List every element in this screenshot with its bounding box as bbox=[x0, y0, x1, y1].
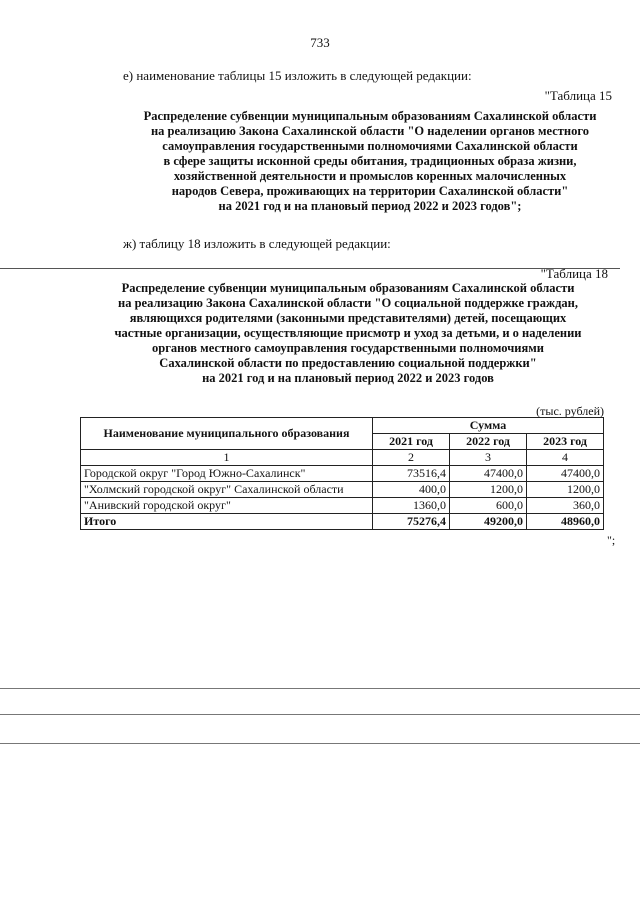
table-18-title-line: являющихся родителями (законными представителями) детей, посещающих bbox=[129, 311, 567, 325]
table-18-label: "Таблица 18 bbox=[540, 266, 608, 281]
table-18-title-line: Распределение субвенции муниципальным образованиям Сахалинской области bbox=[121, 281, 575, 295]
municipality-name: "Анивский городской округ" bbox=[81, 498, 373, 514]
table-18-title-line: на 2021 год и на плановый период 2022 и 2023 годов bbox=[202, 371, 494, 385]
value-2022: 600,0 bbox=[450, 498, 527, 514]
table-15-title-line: в сфере защиты исконной среды обитания, традиционных образа жизни, bbox=[163, 154, 577, 168]
table-row bbox=[81, 466, 604, 482]
table-row bbox=[81, 482, 604, 498]
header-year-2021: 2021 год bbox=[373, 434, 450, 450]
table-15-title-line: хозяйственной деятельности и промыслов коренных малочисленных bbox=[173, 169, 567, 183]
units-label: (тыс. рублей) bbox=[536, 404, 604, 418]
table-18-title-line: частные организации, осуществляющие присмотр и уход за детьми, и о наделении bbox=[114, 326, 582, 340]
scan-artifact-line bbox=[0, 688, 640, 689]
subvention-table bbox=[80, 417, 604, 530]
item-zh-paragraph: ж) таблицу 18 изложить в следующей редакции: bbox=[123, 236, 391, 251]
table-15-title-line: на реализацию Закона Сахалинской области "О наделении органов местного bbox=[150, 124, 589, 138]
municipality-name: Городской округ "Город Южно-Сахалинск" bbox=[81, 466, 373, 482]
table-15-title-line: самоуправления государственными полномочиями Сахалинской области bbox=[162, 139, 578, 153]
column-number: 4 bbox=[527, 450, 604, 466]
table-row bbox=[81, 498, 604, 514]
table-18-title-line: Сахалинской области по предоставлению социальной поддержки" bbox=[159, 356, 537, 370]
municipality-name: "Холмский городской округ" Сахалинской области bbox=[81, 482, 373, 498]
value-2023: 1200,0 bbox=[527, 482, 604, 498]
scan-artifact-line bbox=[0, 714, 640, 715]
column-number: 2 bbox=[373, 450, 450, 466]
table-15-title bbox=[100, 109, 640, 214]
scan-artifact-line bbox=[0, 743, 640, 744]
value-2021: 1360,0 bbox=[373, 498, 450, 514]
total-2021: 75276,4 bbox=[373, 514, 450, 530]
value-2021: 73516,4 bbox=[373, 466, 450, 482]
closing-quote: "; bbox=[607, 533, 616, 547]
value-2023: 360,0 bbox=[527, 498, 604, 514]
table-15-label: "Таблица 15 bbox=[544, 88, 612, 103]
total-2023: 48960,0 bbox=[527, 514, 604, 530]
value-2022: 1200,0 bbox=[450, 482, 527, 498]
column-number: 1 bbox=[81, 450, 373, 466]
total-2022: 49200,0 bbox=[450, 514, 527, 530]
value-2022: 47400,0 bbox=[450, 466, 527, 482]
total-label: Итого bbox=[81, 514, 373, 530]
total-row bbox=[81, 514, 604, 530]
header-year-2023: 2023 год bbox=[527, 434, 604, 450]
table-18-title-line: на реализацию Закона Сахалинской области "О социальной поддержке граждан, bbox=[118, 296, 578, 310]
header-municipality: Наименование муниципального образования bbox=[81, 418, 373, 450]
value-2023: 47400,0 bbox=[527, 466, 604, 482]
header-sum: Сумма bbox=[373, 418, 604, 434]
table-header-row bbox=[81, 418, 604, 434]
column-number: 3 bbox=[450, 450, 527, 466]
table-15-title-line: народов Севера, проживающих на территории Сахалинской области" bbox=[171, 184, 569, 198]
table-15-title-line: Распределение субвенции муниципальным образованиям Сахалинской области bbox=[143, 109, 597, 123]
table-18-title bbox=[78, 281, 618, 386]
page-number: 733 bbox=[310, 35, 330, 50]
item-e-paragraph: е) наименование таблицы 15 изложить в следующей редакции: bbox=[123, 68, 472, 83]
table-18-title-line: органов местного самоуправления государственными полномочиями bbox=[152, 341, 544, 355]
separator-line bbox=[0, 268, 620, 269]
table-15-title-line: на 2021 год и на плановый период 2022 и 2023 годов"; bbox=[218, 199, 522, 213]
value-2021: 400,0 bbox=[373, 482, 450, 498]
column-number-row bbox=[81, 450, 604, 466]
header-year-2022: 2022 год bbox=[450, 434, 527, 450]
